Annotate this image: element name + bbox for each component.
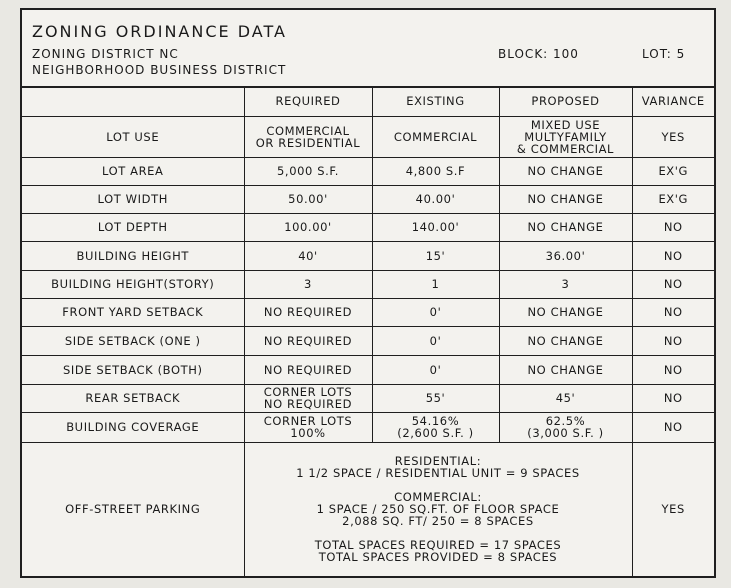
required-value: CORNER LOTS (263, 385, 353, 399)
existing-value: 55' (425, 391, 446, 405)
row-label: LOT AREA (22, 157, 244, 185)
proposed-cell (499, 326, 632, 355)
row-label: BUILDING HEIGHT (22, 241, 244, 270)
parking-commercial-rule: 1 SPACE / 250 SQ.FT. OF FLOOR SPACE (316, 502, 560, 517)
zoning-data-sheet (20, 8, 716, 578)
proposed-value: NO CHANGE (527, 220, 604, 234)
proposed-cell (499, 157, 632, 185)
proposed-value: 3 (561, 277, 570, 291)
existing-cell (372, 298, 499, 326)
required-value: OR RESIDENTIAL (255, 135, 361, 150)
column-header-variance: VARIANCE (632, 86, 714, 116)
proposed-cell (499, 270, 632, 298)
row-label: BUILDING COVERAGE (22, 412, 244, 442)
variance-cell: NO (632, 384, 714, 412)
variance-cell: EX'G (632, 157, 714, 185)
required-cell (244, 326, 372, 355)
zoning-district-name: NEIGHBORHOOD BUSINESS DISTRICT (32, 63, 287, 77)
zoning-table (22, 86, 714, 576)
proposed-cell (499, 241, 632, 270)
existing-value: 40.00' (415, 192, 456, 206)
required-value: 50.00' (288, 192, 328, 206)
existing-cell (372, 213, 499, 241)
existing-cell (372, 116, 499, 157)
variance-cell: NO (632, 412, 714, 442)
existing-cell (372, 185, 499, 213)
proposed-cell (499, 355, 632, 384)
column-header-proposed: PROPOSED (499, 86, 632, 116)
variance-cell: EX'G (632, 185, 714, 213)
row-label: BUILDING HEIGHT(STORY) (22, 270, 244, 298)
required-value: COMMERCIAL (266, 123, 350, 138)
required-value: 3 (304, 277, 312, 291)
proposed-cell (499, 298, 632, 326)
variance-cell: YES (632, 116, 714, 157)
column-header-existing: EXISTING (372, 86, 499, 116)
existing-cell (372, 384, 499, 412)
required-value: NO REQUIRED (263, 397, 353, 411)
parking-total-provided: TOTAL SPACES PROVIDED = 8 SPACES (318, 550, 558, 565)
table-header-row (22, 86, 714, 116)
required-value: NO REQUIRED (263, 305, 353, 319)
proposed-value: NO CHANGE (527, 164, 604, 178)
required-value: 40' (298, 248, 318, 263)
table-row (22, 185, 714, 213)
proposed-cell (499, 213, 632, 241)
proposed-value: & COMMERCIAL (516, 141, 615, 156)
existing-value: 0' (429, 362, 442, 377)
required-value: CORNER LOTS (263, 414, 353, 428)
variance-cell: NO (632, 326, 714, 355)
existing-value: 4,800 S.F (405, 164, 466, 178)
parking-row (22, 442, 714, 576)
parking-notes (244, 442, 632, 576)
proposed-value: NO CHANGE (527, 305, 604, 319)
parking-label: OFF-STREET PARKING (22, 442, 244, 576)
existing-cell (372, 355, 499, 384)
required-cell (244, 213, 372, 241)
proposed-value: NO CHANGE (527, 362, 604, 377)
existing-value: COMMERCIAL (393, 129, 478, 144)
zoning-district-code: ZONING DISTRICT NC (32, 47, 179, 61)
table-row (22, 116, 714, 157)
row-label: LOT DEPTH (22, 213, 244, 241)
existing-cell (372, 270, 499, 298)
variance-cell: NO (632, 270, 714, 298)
existing-value: 1 (431, 277, 440, 291)
variance-cell: NO (632, 213, 714, 241)
parking-commercial-heading: COMMERCIAL: (394, 490, 482, 505)
row-label: REAR SETBACK (22, 384, 244, 412)
existing-value: (2,600 S.F. ) (397, 426, 474, 440)
variance-cell: NO (632, 298, 714, 326)
existing-cell (372, 412, 499, 442)
table-row (22, 270, 714, 298)
page-title: ZONING ORDINANCE DATA (32, 22, 287, 41)
proposed-cell (499, 116, 632, 157)
existing-value: 140.00' (411, 220, 460, 234)
row-label: LOT WIDTH (22, 185, 244, 213)
parking-residential-heading: RESIDENTIAL: (394, 454, 482, 469)
row-label: LOT USE (22, 116, 244, 157)
row-label: SIDE SETBACK (BOTH) (22, 355, 244, 384)
lot-number: LOT: 5 (642, 47, 686, 61)
required-value: NO REQUIRED (263, 362, 353, 377)
required-value: NO REQUIRED (263, 333, 353, 348)
variance-cell: NO (632, 355, 714, 384)
required-cell (244, 412, 372, 442)
table-row (22, 326, 714, 355)
required-cell (244, 355, 372, 384)
proposed-value: MIXED USE (530, 117, 601, 132)
table-row (22, 355, 714, 384)
proposed-value: 36.00' (545, 248, 586, 263)
required-value: 5,000 S.F. (277, 164, 339, 178)
proposed-cell (499, 185, 632, 213)
existing-value: 0' (429, 333, 442, 348)
required-cell (244, 185, 372, 213)
existing-cell (372, 241, 499, 270)
required-cell (244, 298, 372, 326)
row-label: SIDE SETBACK (ONE ) (22, 326, 244, 355)
proposed-value: NO CHANGE (527, 192, 604, 206)
proposed-value: MULTYFAMILY (524, 129, 607, 144)
parking-residential-rule: 1 1/2 SPACE / RESIDENTIAL UNIT = 9 SPACES (296, 466, 580, 481)
proposed-cell (499, 412, 632, 442)
block-number: BLOCK: 100 (498, 47, 579, 61)
parking-commercial-calc: 2,088 SQ. FT/ 250 = 8 SPACES (342, 514, 534, 529)
table-row (22, 298, 714, 326)
row-label: FRONT YARD SETBACK (22, 298, 244, 326)
table-row (22, 384, 714, 412)
existing-cell (372, 157, 499, 185)
proposed-value: 45' (555, 391, 576, 405)
existing-value: 54.16% (411, 414, 460, 428)
required-value: 100.00' (284, 220, 332, 234)
required-cell (244, 270, 372, 298)
sheet-header (22, 10, 714, 88)
table-row (22, 412, 714, 442)
table-row (22, 213, 714, 241)
required-cell (244, 116, 372, 157)
proposed-value: NO CHANGE (527, 333, 604, 348)
proposed-value: (3,000 S.F. ) (527, 426, 604, 440)
existing-value: 0' (429, 305, 442, 319)
corner-header-cell (22, 86, 244, 116)
required-value: 100% (290, 426, 326, 440)
required-cell (244, 384, 372, 412)
table-row (22, 157, 714, 185)
required-cell (244, 157, 372, 185)
existing-value: 15' (425, 248, 446, 263)
column-header-required: REQUIRED (244, 86, 372, 116)
parking-total-required: TOTAL SPACES REQUIRED = 17 SPACES (314, 538, 562, 553)
existing-cell (372, 326, 499, 355)
required-cell (244, 241, 372, 270)
proposed-value: 62.5% (545, 414, 586, 428)
variance-cell: NO (632, 241, 714, 270)
parking-variance: YES (632, 442, 714, 576)
table-row (22, 241, 714, 270)
proposed-cell (499, 384, 632, 412)
